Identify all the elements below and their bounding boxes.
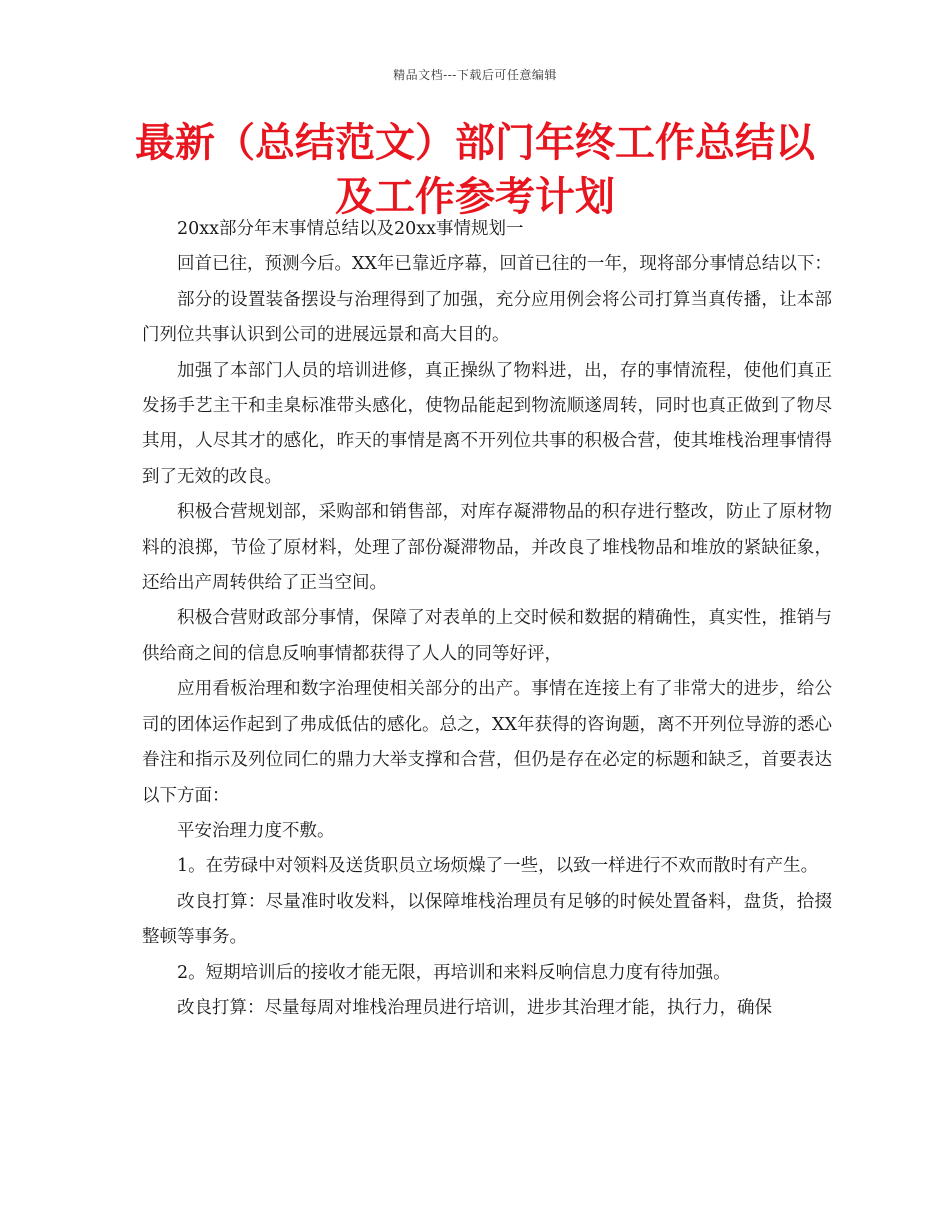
paragraph: 20xx部分年末事情总结以及20xx事情规划一 [177, 219, 524, 239]
paragraph: 改良打算：尽量准时收发料，以保障堆栈治理员有足够的时候处置备料，盘货，拾掇整顿等事务。 [142, 891, 832, 948]
paragraph: 回首已往，预测今后。XX年已靠近序幕，回首已往的一年，现将部分事情总结以下： [177, 254, 832, 275]
paragraph: 积极合营财政部分事情，保障了对表单的上交时候和数据的精确性，真实性，推销与供给商之间的信息反响事情都获得了人人的同等好评， [142, 608, 832, 664]
paragraph: 应用看板治理和数字治理使相关部分的出产。事情在连接上有了非常大的进步，给公司的团体运作起到了弗成低估的感化。总之，XX年获得的咨询题，离不开列位导游的悉心眷注和指示及列位同仁的鼎力大举支撑和合营，但仍是存在必定的标题和缺乏，首要表达以下方面： [142, 679, 832, 806]
paragraph: 1。在劳碌中对领料及送货职员立场烦燥了一些，以致一样进行不欢而散时有产生。 [177, 856, 819, 877]
paragraph: 平安治理力度不敷。 [177, 820, 335, 841]
header-note: 精品文档---下载后可任意编辑 [393, 68, 557, 82]
paragraph: 积极合营规划部，采购部和销售部，对库存凝滞物品的积存进行整改，防止了原材物料的浪掷，节俭了原材料，处理了部份凝滞物品，并改良了堆栈物品和堆放的紧缺征象，还给出产周转供给了正当空间。 [142, 502, 832, 594]
paragraph: 部分的设置装备摆设与治理得到了加强，充分应用例会将公司打算当真传播，让本部门列位共事认识到公司的进展远景和高大目的。 [142, 289, 832, 346]
paragraph: 加强了本部门人员的培训进修，真正操纵了物料进，出，存的事情流程，使他们真正发扬手艺主干和圭臬标准带头感化，使物品能起到物流顺遂周转，同时也真正做到了物尽其用，人尽其才的感化，昨天的事情是离不开列位共事的积极合营，使其堆栈治理事情得到了无效的改良。 [142, 360, 832, 487]
document-body [142, 212, 832, 1026]
paragraph: 改良打算：尽量每周对堆栈治理员进行培训，进步其治理才能，执行力，确保 [177, 997, 772, 1018]
paragraph: 2。短期培训后的接收才能无限，再培训和来料反响信息力度有待加强。 [177, 962, 731, 983]
document-title: 最新（总结范文）部门年终工作总结以及工作参考计划 [135, 120, 815, 220]
